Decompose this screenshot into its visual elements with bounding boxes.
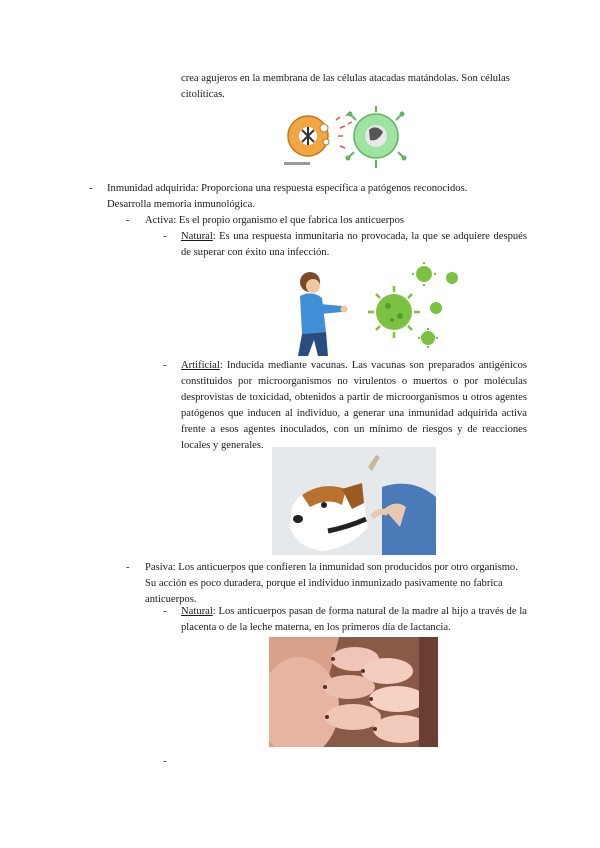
killer-cell-illustration	[280, 106, 418, 170]
bullet-dash: -	[163, 231, 167, 242]
list-item-activa	[145, 213, 525, 229]
term-natural-pasiva: Natural	[181, 606, 213, 617]
bullet-dash: -	[89, 183, 93, 194]
term-inmunidad-adquirida: Inmunidad adquirida	[107, 183, 196, 194]
list-item-natural-activa	[181, 229, 527, 261]
term-natural-activa: Natural	[181, 231, 213, 242]
term-activa: Activa	[145, 215, 174, 226]
intro-paragraph	[181, 71, 527, 103]
list-item-natural-pasiva	[181, 604, 527, 636]
person-virus-illustration	[282, 262, 464, 356]
term-pasiva: Pasiva	[145, 562, 173, 573]
text-artificial: : Inducida mediante vacunas. Las vacunas son preparados antigénicos constituidos por microorganismos no virulentos o muertos o por moléculas desprovistas de toxicidad, obtenidos a partir de microorganismos u otros agentes patógenos que inducen al individuo, a generar una inmunidad adquirida activa frente a esos agentes inoculados, con un mínimo de riesgos y de reacciones locales y generales.	[181, 360, 527, 451]
text-activa: : Es el propio organismo el que fabrica los anticuerpos	[173, 215, 404, 226]
text-natural-activa: : Es una respuesta inmunitaria no provocada, la que se adquiere después de superar con éxito una infección.	[181, 231, 527, 258]
bullet-dash: -	[163, 360, 167, 371]
text-inmunidad-adquirida: : Proporciona una respuesta específica a patógenos reconocidos. Desarrolla memoria inmunológica.	[107, 183, 468, 210]
bullet-dash: -	[126, 215, 130, 226]
list-item-artificial	[181, 358, 527, 454]
bullet-dash: -	[163, 756, 167, 767]
term-artificial: Artificial	[181, 360, 220, 371]
bullet-dash: -	[126, 562, 130, 573]
list-item-inmunidad-adquirida	[107, 181, 497, 213]
dog-vaccination-photo	[272, 447, 436, 555]
text-natural-pasiva: : Los anticuerpos pasan de forma natural de la madre al hijo a través de la placenta o de la leche materna, en los primeros día de lactancia.	[181, 606, 527, 633]
intro-text: crea agujeros en la membrana de las células atacadas matándolas. Son células citolíticas.	[181, 73, 510, 100]
text-pasiva: : Los anticuerpos que confieren la inmunidad son producidos por otro organismo. Su acción es poco duradera, porque el individuo inmunizado pasivamente no fabrica anticuerpos.	[145, 562, 518, 605]
bullet-dash: -	[163, 606, 167, 617]
list-item-pasiva	[145, 560, 528, 608]
piglets-nursing-photo	[269, 637, 438, 747]
